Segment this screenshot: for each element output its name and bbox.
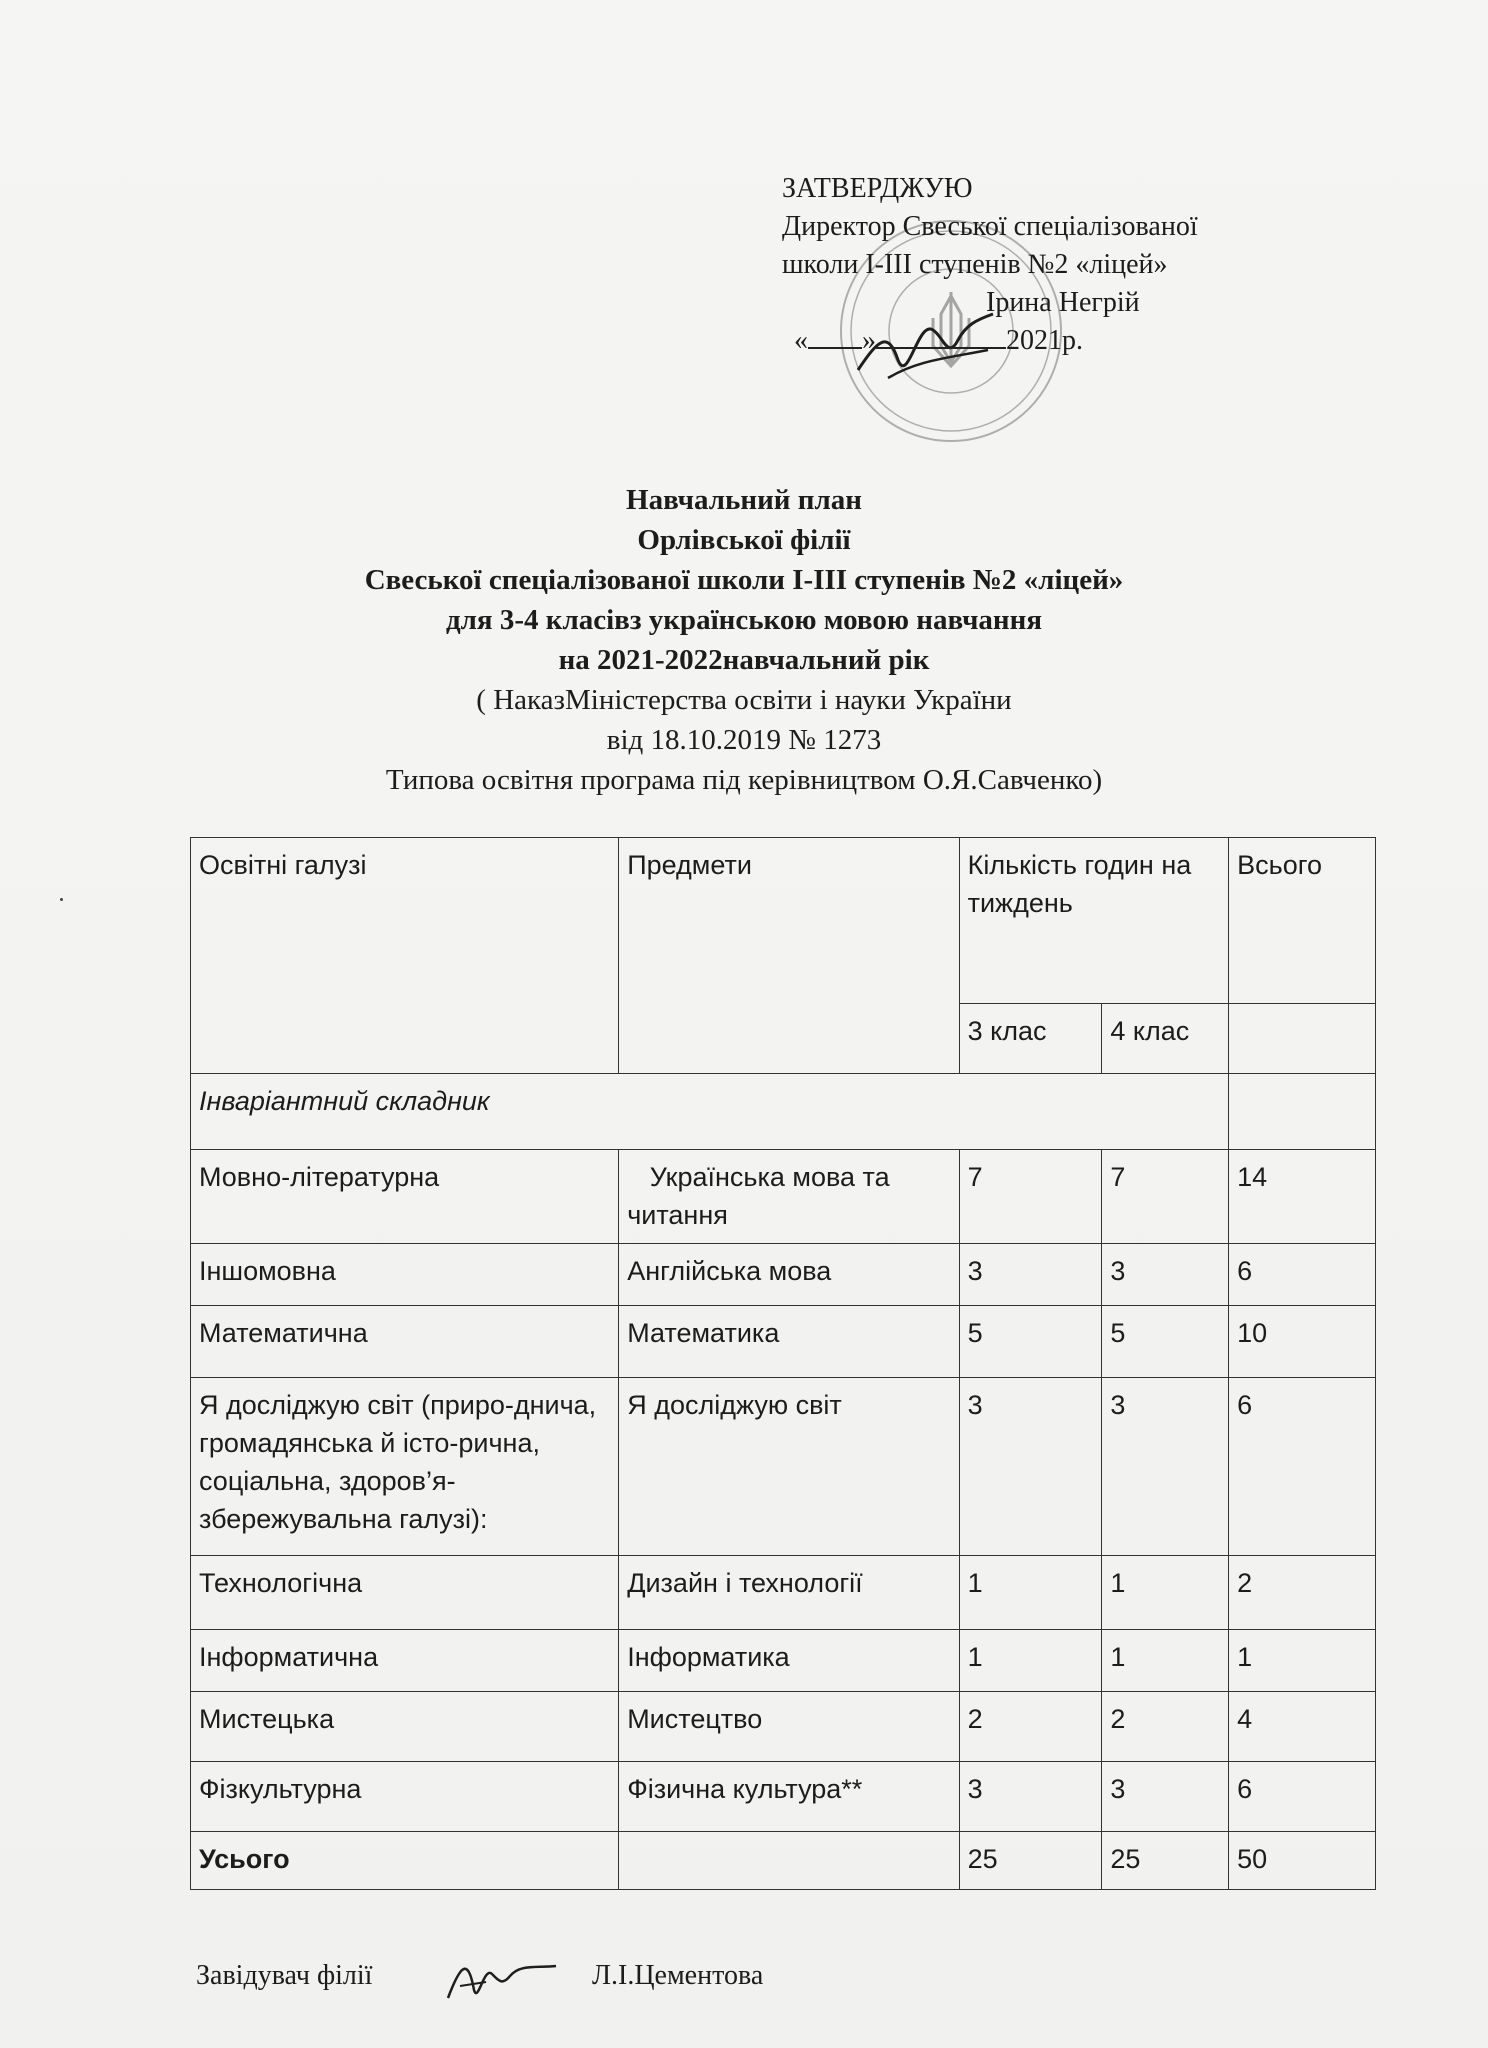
row-area: Фізкультурна [191, 1762, 619, 1832]
date-open-quote: « [794, 325, 808, 356]
table-row [191, 1556, 1376, 1630]
row-subject: Дизайн і технології [619, 1556, 959, 1630]
row-subject: Мистецтво [619, 1692, 959, 1762]
row-grade-4: 5 [1102, 1306, 1229, 1378]
header-grade-3: 3 клас [959, 1004, 1102, 1074]
section-empty [1229, 1074, 1376, 1150]
title-line-1: Навчальний план [626, 484, 862, 516]
row-subject: Фізична культура** [619, 1762, 959, 1832]
title-line-5: на 2021-2022навчальний рік [558, 644, 930, 676]
date-close-quote: » [862, 325, 876, 356]
row-subject: Українська мова та читання [619, 1150, 959, 1244]
title-line-7: від 18.10.2019 № 1273 [606, 724, 882, 756]
row-grade-3: 1 [959, 1556, 1102, 1630]
footer-role: Завідувач філії [196, 1960, 373, 1991]
date-day-blank [808, 325, 862, 349]
summary-grade-3: 25 [959, 1832, 1102, 1890]
row-area: Я досліджую світ (приро-дничa, громадянська й істо-рична, соціальна, здоров’я-збережувальна галузі): [191, 1378, 619, 1556]
row-area: Математична [191, 1306, 619, 1378]
row-grade-3: 7 [959, 1150, 1102, 1244]
footer-name: Л.І.Цементова [592, 1960, 764, 1991]
row-subject: Англійська мова [619, 1244, 959, 1306]
table-row [191, 1630, 1376, 1692]
section-label: Інваріантний складник [191, 1074, 1229, 1150]
row-grade-3: 3 [959, 1762, 1102, 1832]
footer-signature-line [196, 1960, 764, 1992]
row-grade-4: 3 [1102, 1378, 1229, 1556]
row-subject: Математика [619, 1306, 959, 1378]
row-subject: Я досліджую світ [619, 1378, 959, 1556]
table-row [191, 1306, 1376, 1378]
row-grade-4: 1 [1102, 1630, 1229, 1692]
row-grade-4: 2 [1102, 1692, 1229, 1762]
header-total-empty [1229, 1004, 1376, 1074]
row-area: Інформатична [191, 1630, 619, 1692]
summary-label: Усього [191, 1832, 619, 1890]
table-row [191, 1692, 1376, 1762]
summary-subject [619, 1832, 959, 1890]
curriculum-table [190, 837, 1376, 1890]
title-line-3: Свеської спеціалізованої школи І-ІІІ ступенів №2 «ліцей» [364, 564, 1124, 596]
table-row [191, 1244, 1376, 1306]
row-total: 6 [1229, 1762, 1376, 1832]
row-total: 6 [1229, 1244, 1376, 1306]
doc-title [0, 480, 1488, 800]
row-total: 1 [1229, 1630, 1376, 1692]
row-total: 6 [1229, 1378, 1376, 1556]
date-year: 2021р. [1006, 325, 1083, 356]
row-grade-4: 3 [1102, 1244, 1229, 1306]
row-area: Іншомовна [191, 1244, 619, 1306]
approval-date-line [782, 322, 1342, 360]
row-area: Мистецька [191, 1692, 619, 1762]
table-header-row [191, 838, 1376, 1004]
header-grade-4: 4 клас [1102, 1004, 1229, 1074]
header-total: Всього [1229, 838, 1376, 1004]
row-grade-3: 3 [959, 1378, 1102, 1556]
row-total: 4 [1229, 1692, 1376, 1762]
summary-grade-4: 25 [1102, 1832, 1229, 1890]
summary-total: 50 [1229, 1832, 1376, 1890]
head-signature [440, 1946, 560, 2006]
row-total: 10 [1229, 1306, 1376, 1378]
table-row [191, 1378, 1376, 1556]
title-line-4: для 3-4 класівз українською мовою навчання [445, 604, 1043, 636]
summary-row [191, 1832, 1376, 1890]
scan-speck [60, 898, 63, 901]
header-area: Освітні галузі [191, 838, 619, 1074]
title-line-2: Орлівської філії [637, 524, 851, 556]
row-grade-4: 3 [1102, 1762, 1229, 1832]
row-grade-4: 7 [1102, 1150, 1229, 1244]
row-area: Мовно-літературна [191, 1150, 619, 1244]
approval-heading: ЗАТВЕРДЖУЮ [782, 173, 973, 204]
approval-position: Директор Свеської спеціалізованої [782, 211, 1198, 242]
approval-block [782, 170, 1342, 360]
title-line-8: Типова освітня програма під керівництвом О.Я.Савченко) [385, 764, 1103, 796]
date-month-blank [876, 325, 1006, 349]
row-area: Технологічна [191, 1556, 619, 1630]
row-grade-4: 1 [1102, 1556, 1229, 1630]
row-grade-3: 3 [959, 1244, 1102, 1306]
section-row [191, 1074, 1376, 1150]
header-subject: Предмети [619, 838, 959, 1074]
row-total: 14 [1229, 1150, 1376, 1244]
approval-director-name: Ірина Негрій [986, 287, 1140, 318]
title-line-6: ( НаказМіністерства освіти і науки України [476, 684, 1012, 716]
row-grade-3: 2 [959, 1692, 1102, 1762]
header-hours: Кількість годин на тиждень [959, 838, 1229, 1004]
approval-school: школи І-ІІІ ступенів №2 «ліцей» [782, 249, 1168, 280]
table-row [191, 1150, 1376, 1244]
row-grade-3: 1 [959, 1630, 1102, 1692]
table-body [191, 1150, 1376, 1832]
table-row [191, 1762, 1376, 1832]
row-total: 2 [1229, 1556, 1376, 1630]
row-subject: Інформатика [619, 1630, 959, 1692]
row-grade-3: 5 [959, 1306, 1102, 1378]
